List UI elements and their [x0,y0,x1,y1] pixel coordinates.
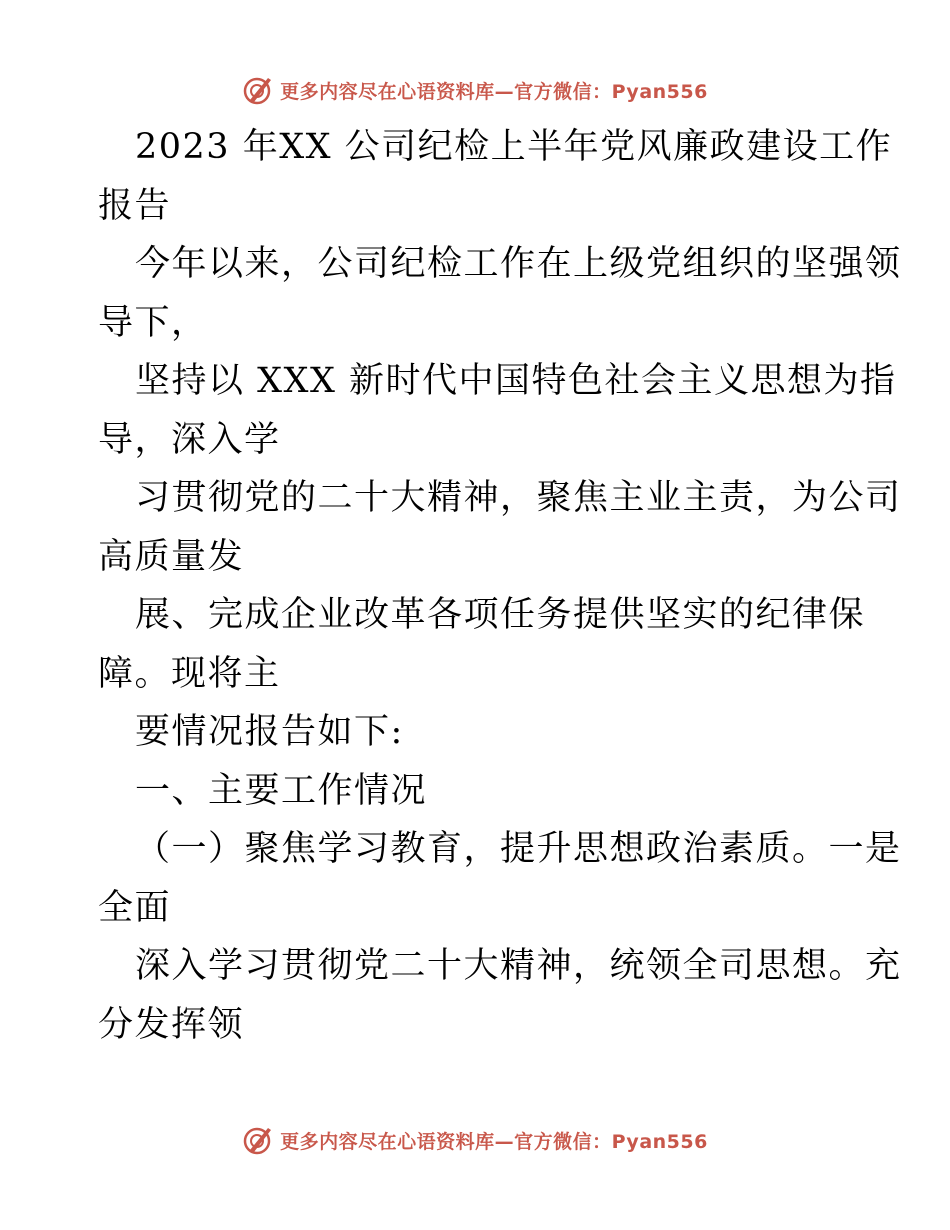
doc-line-title-2: 报告 [98,185,172,226]
doc-line: 全面 [98,887,172,928]
doc-line-title-1: 2023 年XX 公司纪检上半年党风廉政建设工作 [135,127,893,167]
quill-pen-logo-icon [242,74,274,106]
doc-line: 今年以来，公司纪检工作在上级党组织的坚强领 [135,244,902,284]
doc-line: 深入学习贯彻党二十大精神，统领全司思想。充 [135,946,902,986]
doc-line: 分发挥领 [98,1004,245,1045]
quill-pen-logo-icon [242,1124,274,1156]
doc-line: （一）聚焦学习教育，提升思想政治素质。一是 [135,829,902,869]
doc-line: 展、完成企业改革各项任务提供坚实的纪律保 [135,595,866,635]
doc-line: 坚持以 XXX 新时代中国特色社会主义思想为指 [135,361,897,401]
header-watermark-text: 更多内容尽在心语资料库—官方微信：Pyan556 [280,80,708,103]
footer-watermark-banner [0,1120,950,1160]
doc-line: 高质量发 [98,536,245,577]
section-heading: 一、主要工作情况 [135,770,428,811]
header-watermark-banner [0,70,950,110]
doc-line: 习贯彻党的二十大精神，聚焦主业主责，为公司 [135,478,902,518]
doc-line: 导，深入学 [98,419,281,460]
doc-line: 要情况报告如下: [135,712,404,752]
document-body [98,118,902,1054]
doc-line: 障。现将主 [98,653,281,694]
doc-line: 导下， [98,302,208,343]
footer-watermark-text: 更多内容尽在心语资料库—官方微信：Pyan556 [280,1130,708,1153]
